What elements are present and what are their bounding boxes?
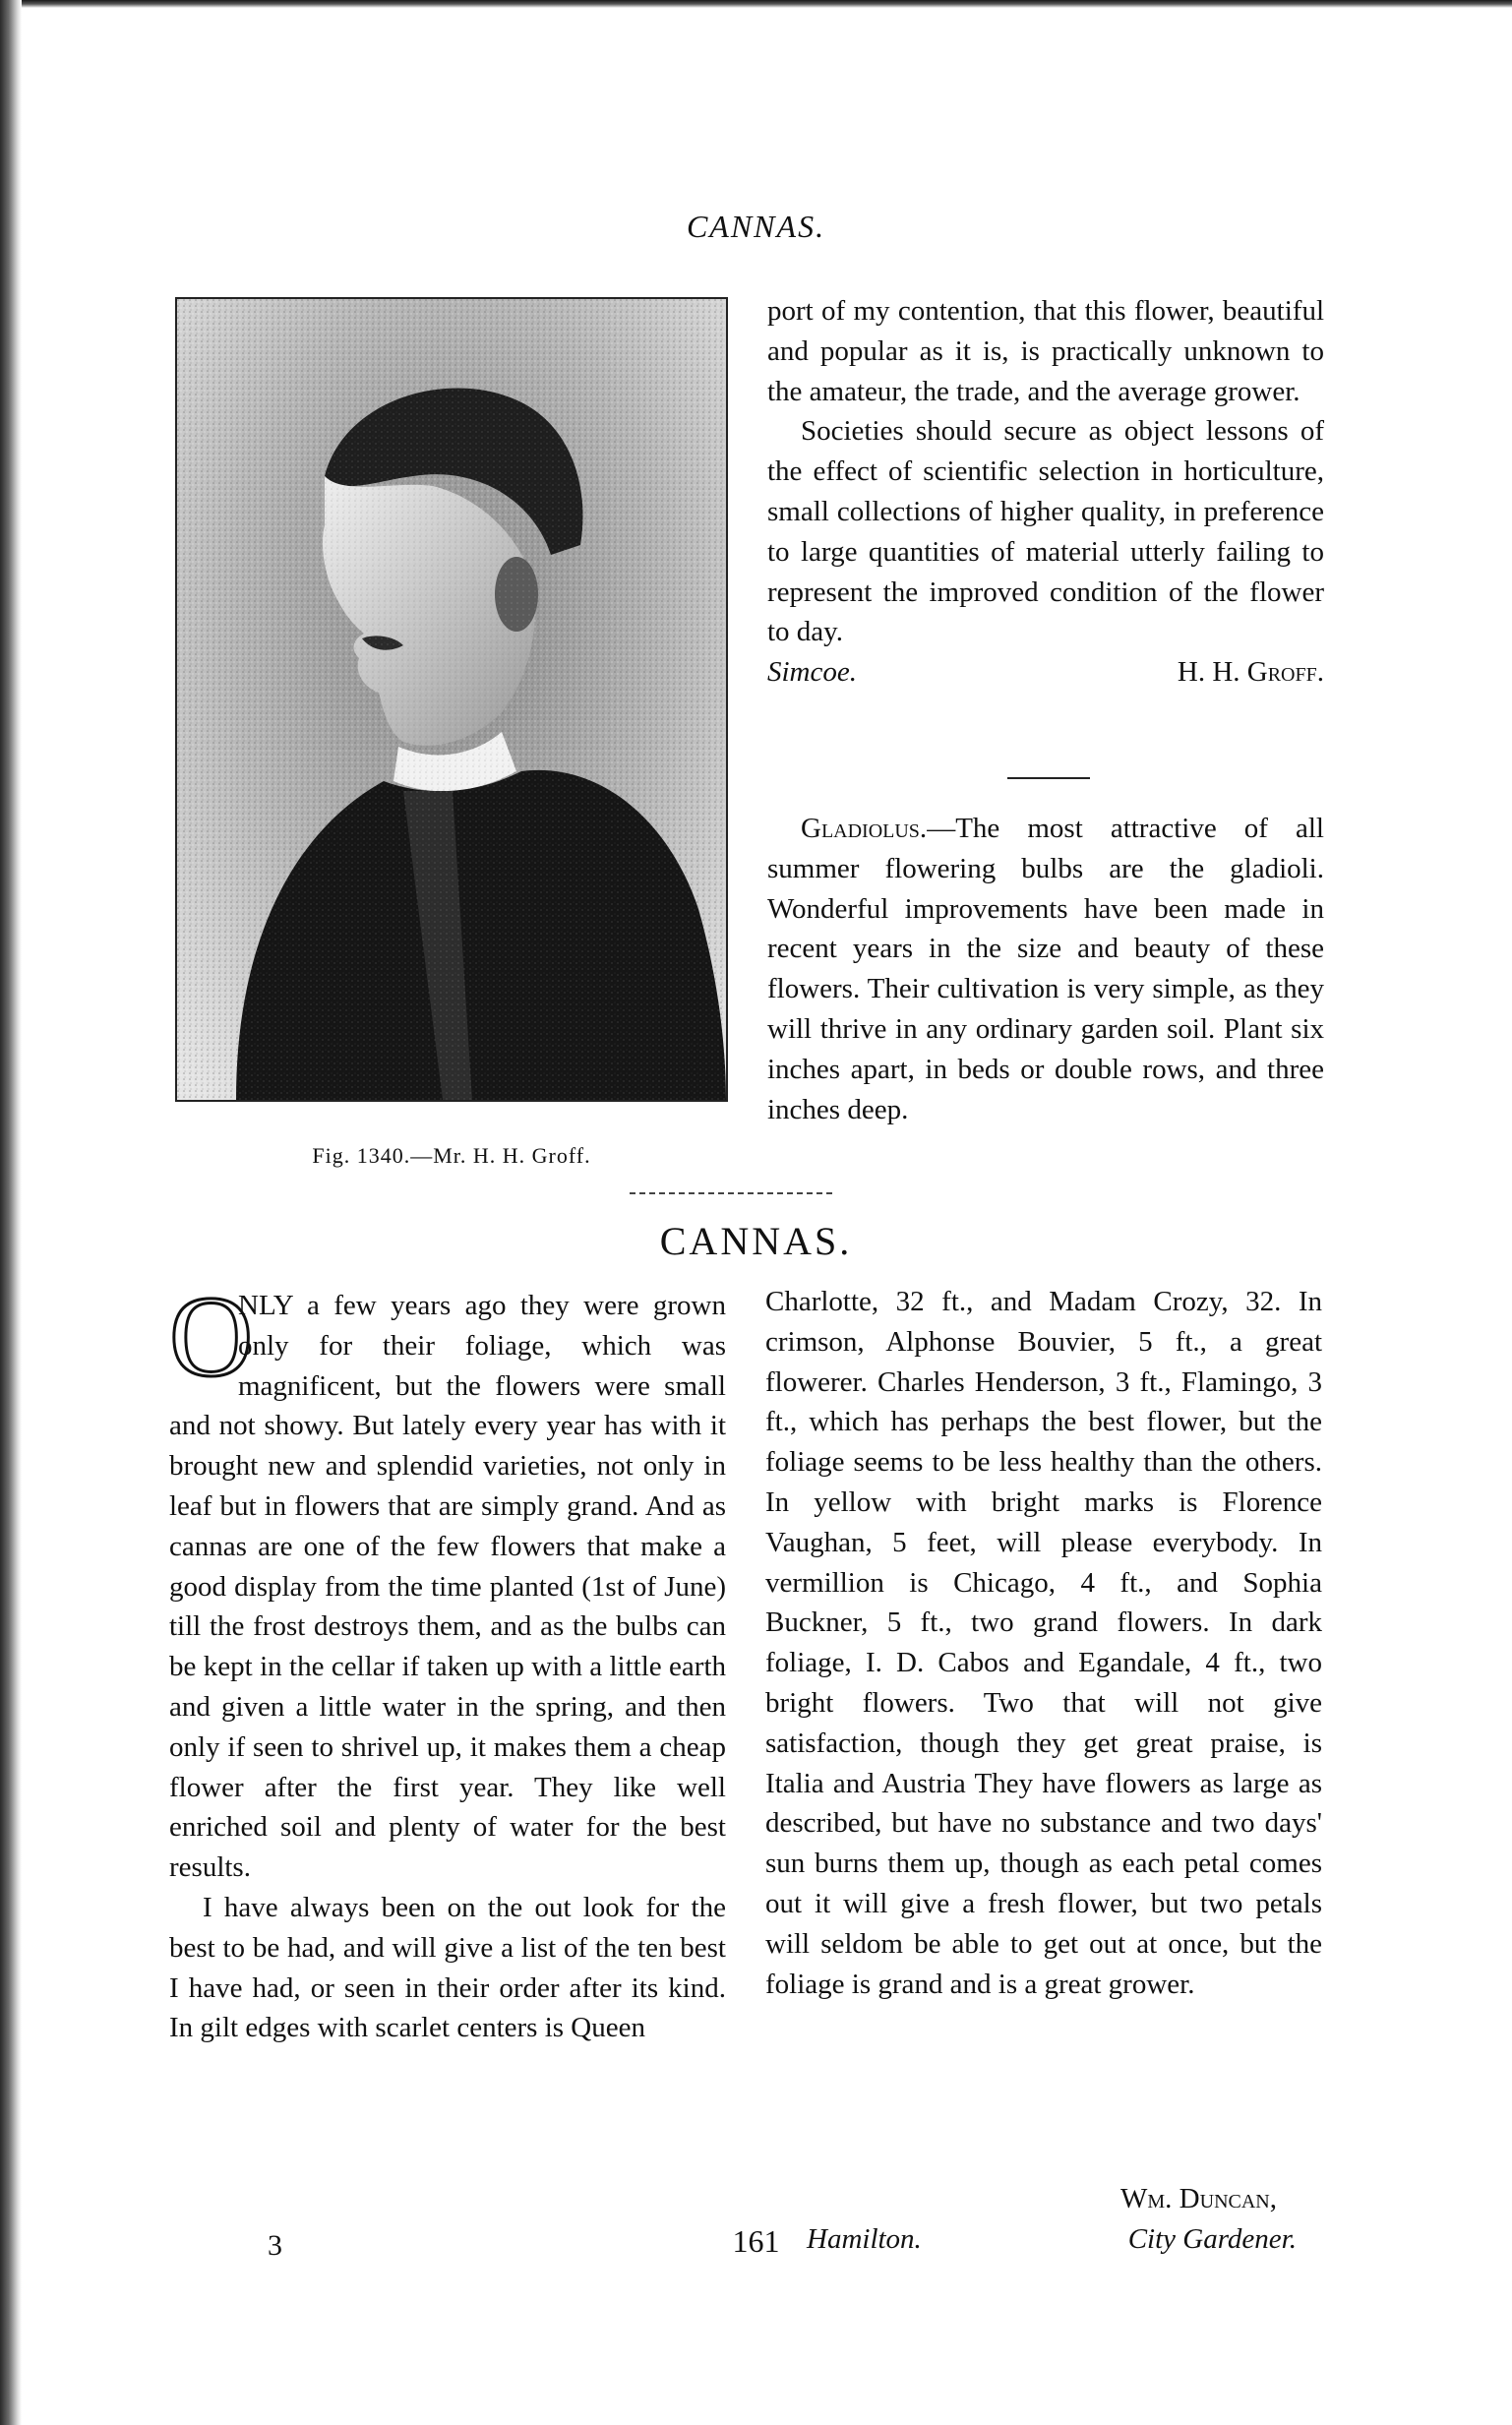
groff-signature-name: H. H. Groff. bbox=[1177, 656, 1324, 689]
article-divider bbox=[630, 1192, 832, 1194]
portrait-photograph bbox=[175, 297, 728, 1102]
gladiolus-lead: Gladiolus. bbox=[801, 813, 928, 844]
groff-paragraph-1: port of my contention, that this flower, beautiful and popular as it is, is practically unknown to the amateur, the trade, and the average grower. bbox=[767, 295, 1324, 407]
running-head: CANNAS. bbox=[686, 209, 826, 244]
drop-cap: O bbox=[169, 1272, 254, 1401]
groff-letter-continuation bbox=[767, 291, 1324, 693]
article-paragraph-1-text: NLY a few years ago they were grown only for their foliage, which was magnificent, but the flowers were small and not showy. But lately every year has with it brought new and splendid varieties, not only in leaf but in flowers that are simply grand. And as cannas are one of the few flowers that make a good display from the time planted (1st of June) till the frost destroys them, and as the bulbs can be kept in the cellar if taken up with a little earth and given a little water in the spring, and then only if seen to shrivel up, it makes them a cheap flower after the first year. They like well enriched soil and plenty of water for the best results. bbox=[169, 1290, 726, 1884]
author-title: City Gardener. bbox=[1127, 2222, 1297, 2255]
gladiolus-text: —The most attractive of all summer flowering bulbs are the gladioli. Wonderful improvements have been made in recent years in the size and beauty of these flowers. Their cultivation is very simple, as they will thrive in any ordinary garden soil. Plant six inches apart, in beds or double rows, and three inches deep. bbox=[767, 813, 1324, 1125]
groff-signature-place: Simcoe. bbox=[767, 656, 857, 689]
portrait-image bbox=[177, 299, 726, 1100]
gladiolus-paragraph bbox=[767, 809, 1324, 1129]
article-title: CANNAS. bbox=[659, 1219, 853, 1263]
author-place: Hamilton. bbox=[807, 2222, 922, 2255]
author-name: Wm. Duncan, bbox=[1120, 2183, 1277, 2214]
article-paragraph-2: I have always been on the out look for the best to be had, and will give a list of the ten best I have had, or seen in their order after its kind. In gilt edges with scarlet centers is Queen bbox=[169, 1891, 726, 2044]
groff-paragraph-2: Societies should secure as object lessons of the effect of scientific selection in horticulture, small collections of higher quality, in preference to large quantities of material utterly failing to represent the improved condition of the flower to day. bbox=[767, 415, 1324, 648]
gladiolus-note bbox=[767, 809, 1324, 1129]
article-paragraph-1 bbox=[169, 1272, 726, 1888]
page-top-edge-shadow bbox=[0, 0, 1512, 8]
article-column-right bbox=[765, 1282, 1322, 2004]
printer-signature-mark: 3 bbox=[268, 2229, 282, 2262]
page-left-edge-shadow bbox=[0, 0, 22, 2425]
page-number: 161 bbox=[732, 2223, 780, 2259]
article-column-left bbox=[169, 1272, 726, 2048]
section-divider bbox=[1007, 777, 1090, 779]
groff-signature bbox=[767, 652, 1324, 693]
article-paragraph-3: Charlotte, 32 ft., and Madam Crozy, 32. In crimson, Alphonse Bouvier, 5 ft., a great flowerer. Charles Henderson, 3 ft., Flamingo, 3 ft., which has perhaps the best flower, but the foliage seems to be less healthy than the others. In yellow with bright marks is Florence Vaughan, 5 feet, will please everybody. In vermillion is Chicago, 4 ft., and Sophia Buckner, 5 ft., two grand flowers. In dark foliage, I. D. Cabos and Egandale, 4 ft., two bright flowers. Two that will not give satisfaction, though they get great praise, is Italia and Austria They have flowers as large as described, but have no substance and two days' sun burns them up, though as each petal comes out it will give a fresh flower, but two petals will seldom be able to get out at once, but the foliage is grand and is a great grower. bbox=[765, 1286, 1322, 2000]
figure-caption: Fig. 1340.—Mr. H. H. Groff. bbox=[312, 1143, 591, 1168]
